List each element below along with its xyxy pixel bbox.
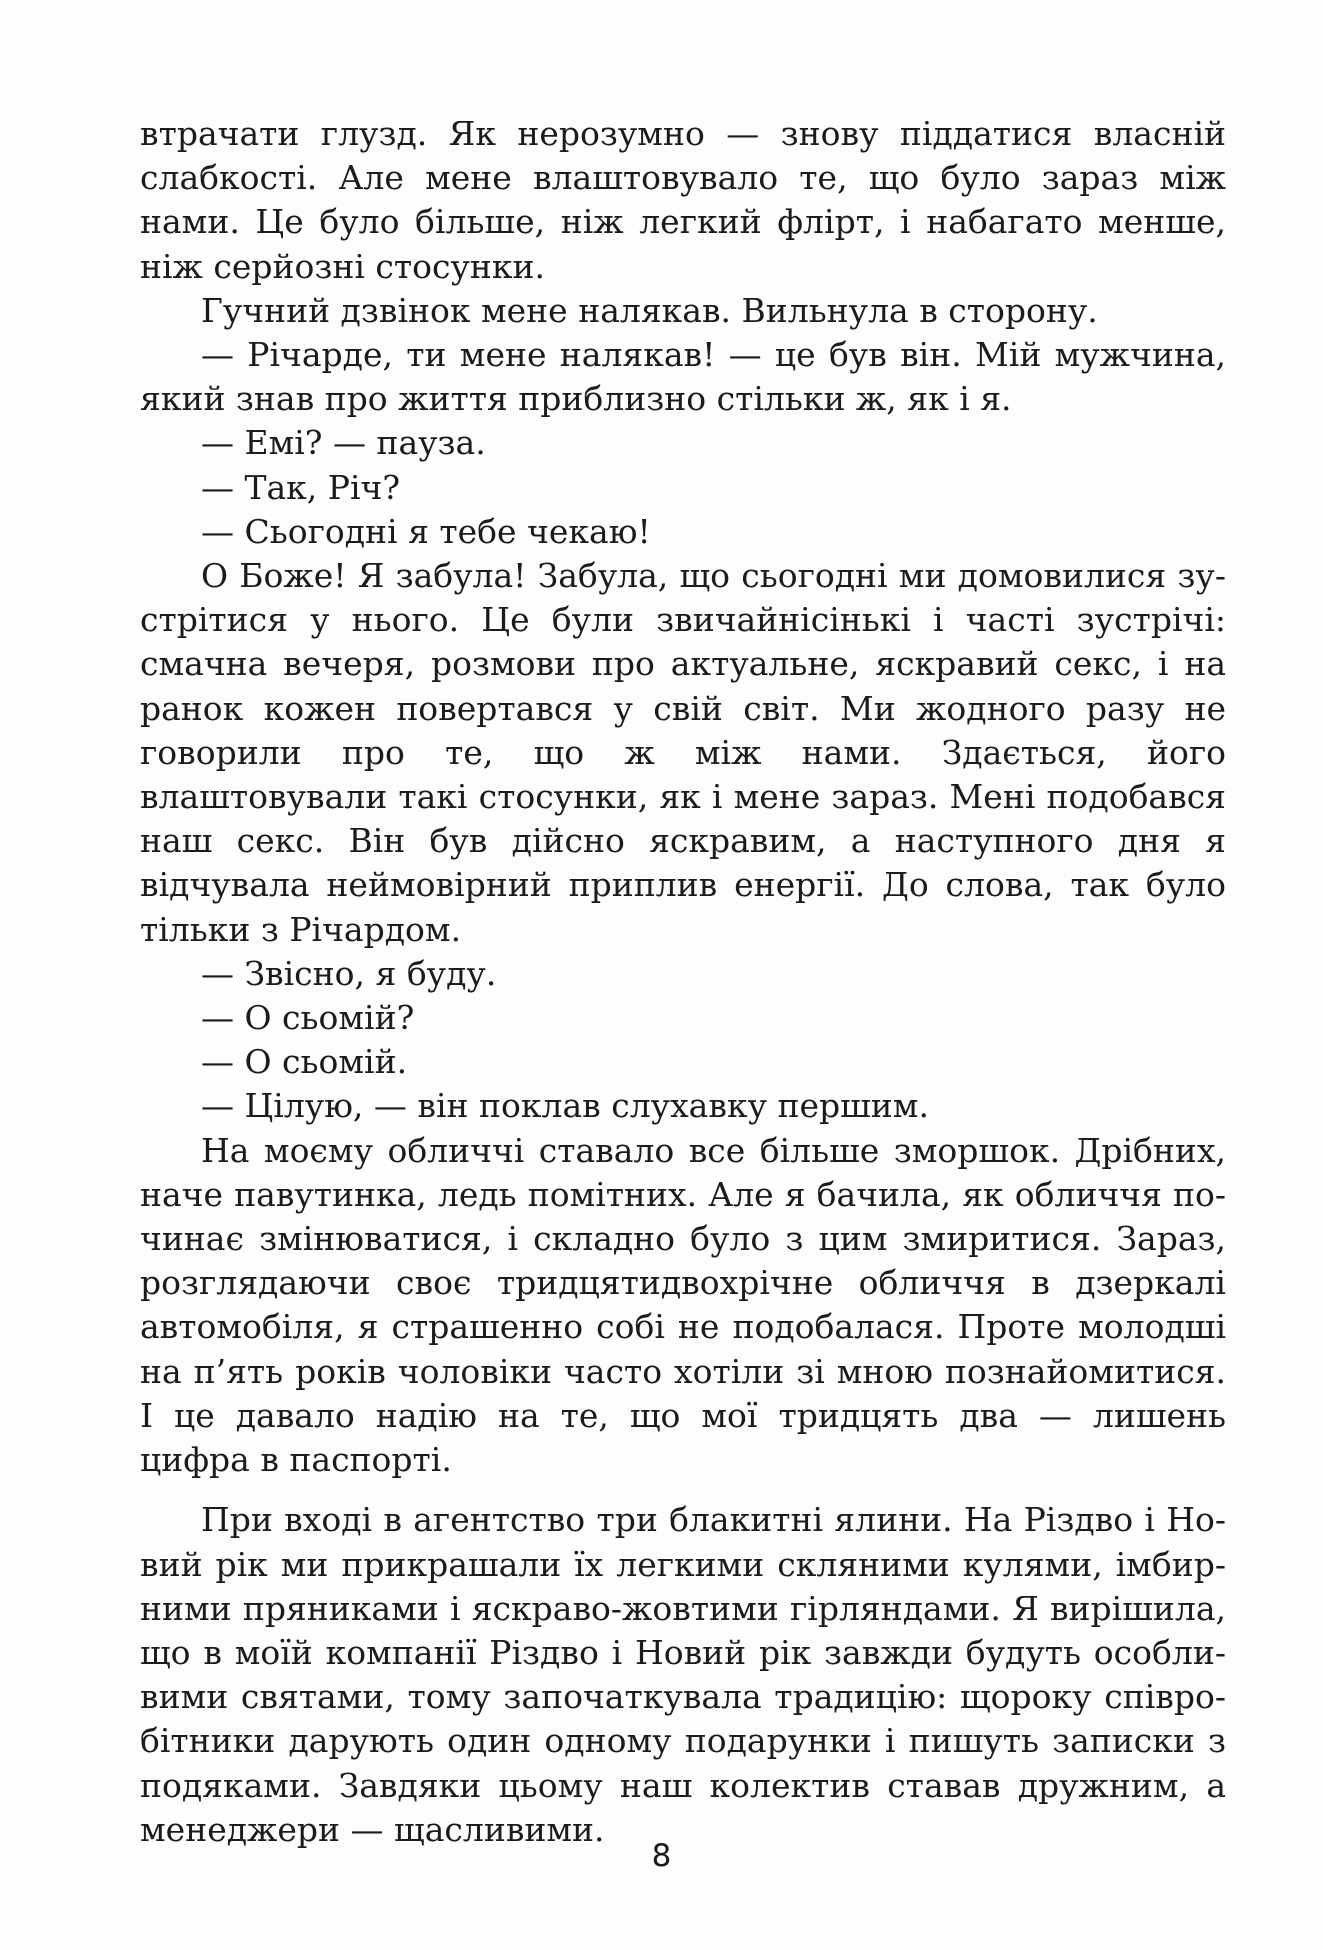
paragraph-continuation: втрачати глузд. Як нерозумно — знову піддатися власній слабкості. Але мене влаштовувало те, що було зараз між нами. Це було більше, ніж легкий флірт, і набагато менше, ніж серйозні стосунки. <box>140 114 1226 286</box>
paragraph-phone-call: Гучний дзвінок мене налякав. Вильнула в сторону. <box>201 290 1098 330</box>
dialogue-line: — Так, Річ? <box>201 467 401 507</box>
dialogue-line: — Емі? — пауза. <box>201 423 486 463</box>
paragraph-forgot: О Боже! Я забула! Забула, що сьогодні ми домовилися зустрітися у нього. Це були звичайнісінькі і часті зустрічі: смачна вечеря, розмови про актуальне, яскравий секс, і на ранок кожен повертався у свій світ. Ми жодного разу не говорили про те, що ж між нами. Здається, його влаштовували такі стосунки, як і мене зараз. Мені подобався наш секс. Він був дійсно яскравим, а наступного дня я відчувала неймовірний приплив енергії. До слова, так було тільки з Річардом. <box>140 556 1226 949</box>
dialogue-line: — О сьомій. <box>201 1042 408 1082</box>
dialogue-line: — Цілую, — він поклав слухавку першим. <box>201 1086 929 1126</box>
paragraph-wrinkles: На моєму обличчі ставало все більше зморшок. Дрібних, наче павутинка, ледь помітних. Але я бачила, як обличчя починає змінюватися, і складно було з цим змиритися. Зараз, розглядаючи своє тридцятидвохрічне обличчя в дзеркалі автомобіля, я страшенно собі не подобалася. Проте молодші на п’ять років чоловіки часто хотіли зі мною познайомитися. І це давало надію на те, що мої тридцять два — лишень цифра в паспорті. <box>140 1130 1226 1480</box>
dialogue-line: — Річарде, ти мене налякав! — це був він. Мій мужчина, який знав про життя приблизно стільки ж, як і я. <box>140 335 1226 419</box>
dialogue-line: — О сьомій? <box>201 998 415 1038</box>
page-body-text <box>140 112 1226 1852</box>
dialogue-line: — Звісно, я буду. <box>201 953 497 993</box>
dialogue-line: — Сьогодні я тебе чекаю! <box>201 511 651 551</box>
page-number: 8 <box>651 1838 672 1874</box>
paragraph-agency: При вході в агентство три блакитні ялини. На Різдво і Новий рік ми прикрашали їх легкими скляними кулями, імбирними пряниками і яскраво-жовтими гірляндами. Я вирішила, що в моїй компанії Різдво і Новий рік завжди будуть особливими святами, тому започаткувала традицію: щороку співробітники дарують один одному подарунки і пишуть записки з подяками. Завдяки цьому наш колектив ставав дружним, а менеджери — щасливими. <box>140 1500 1226 1849</box>
